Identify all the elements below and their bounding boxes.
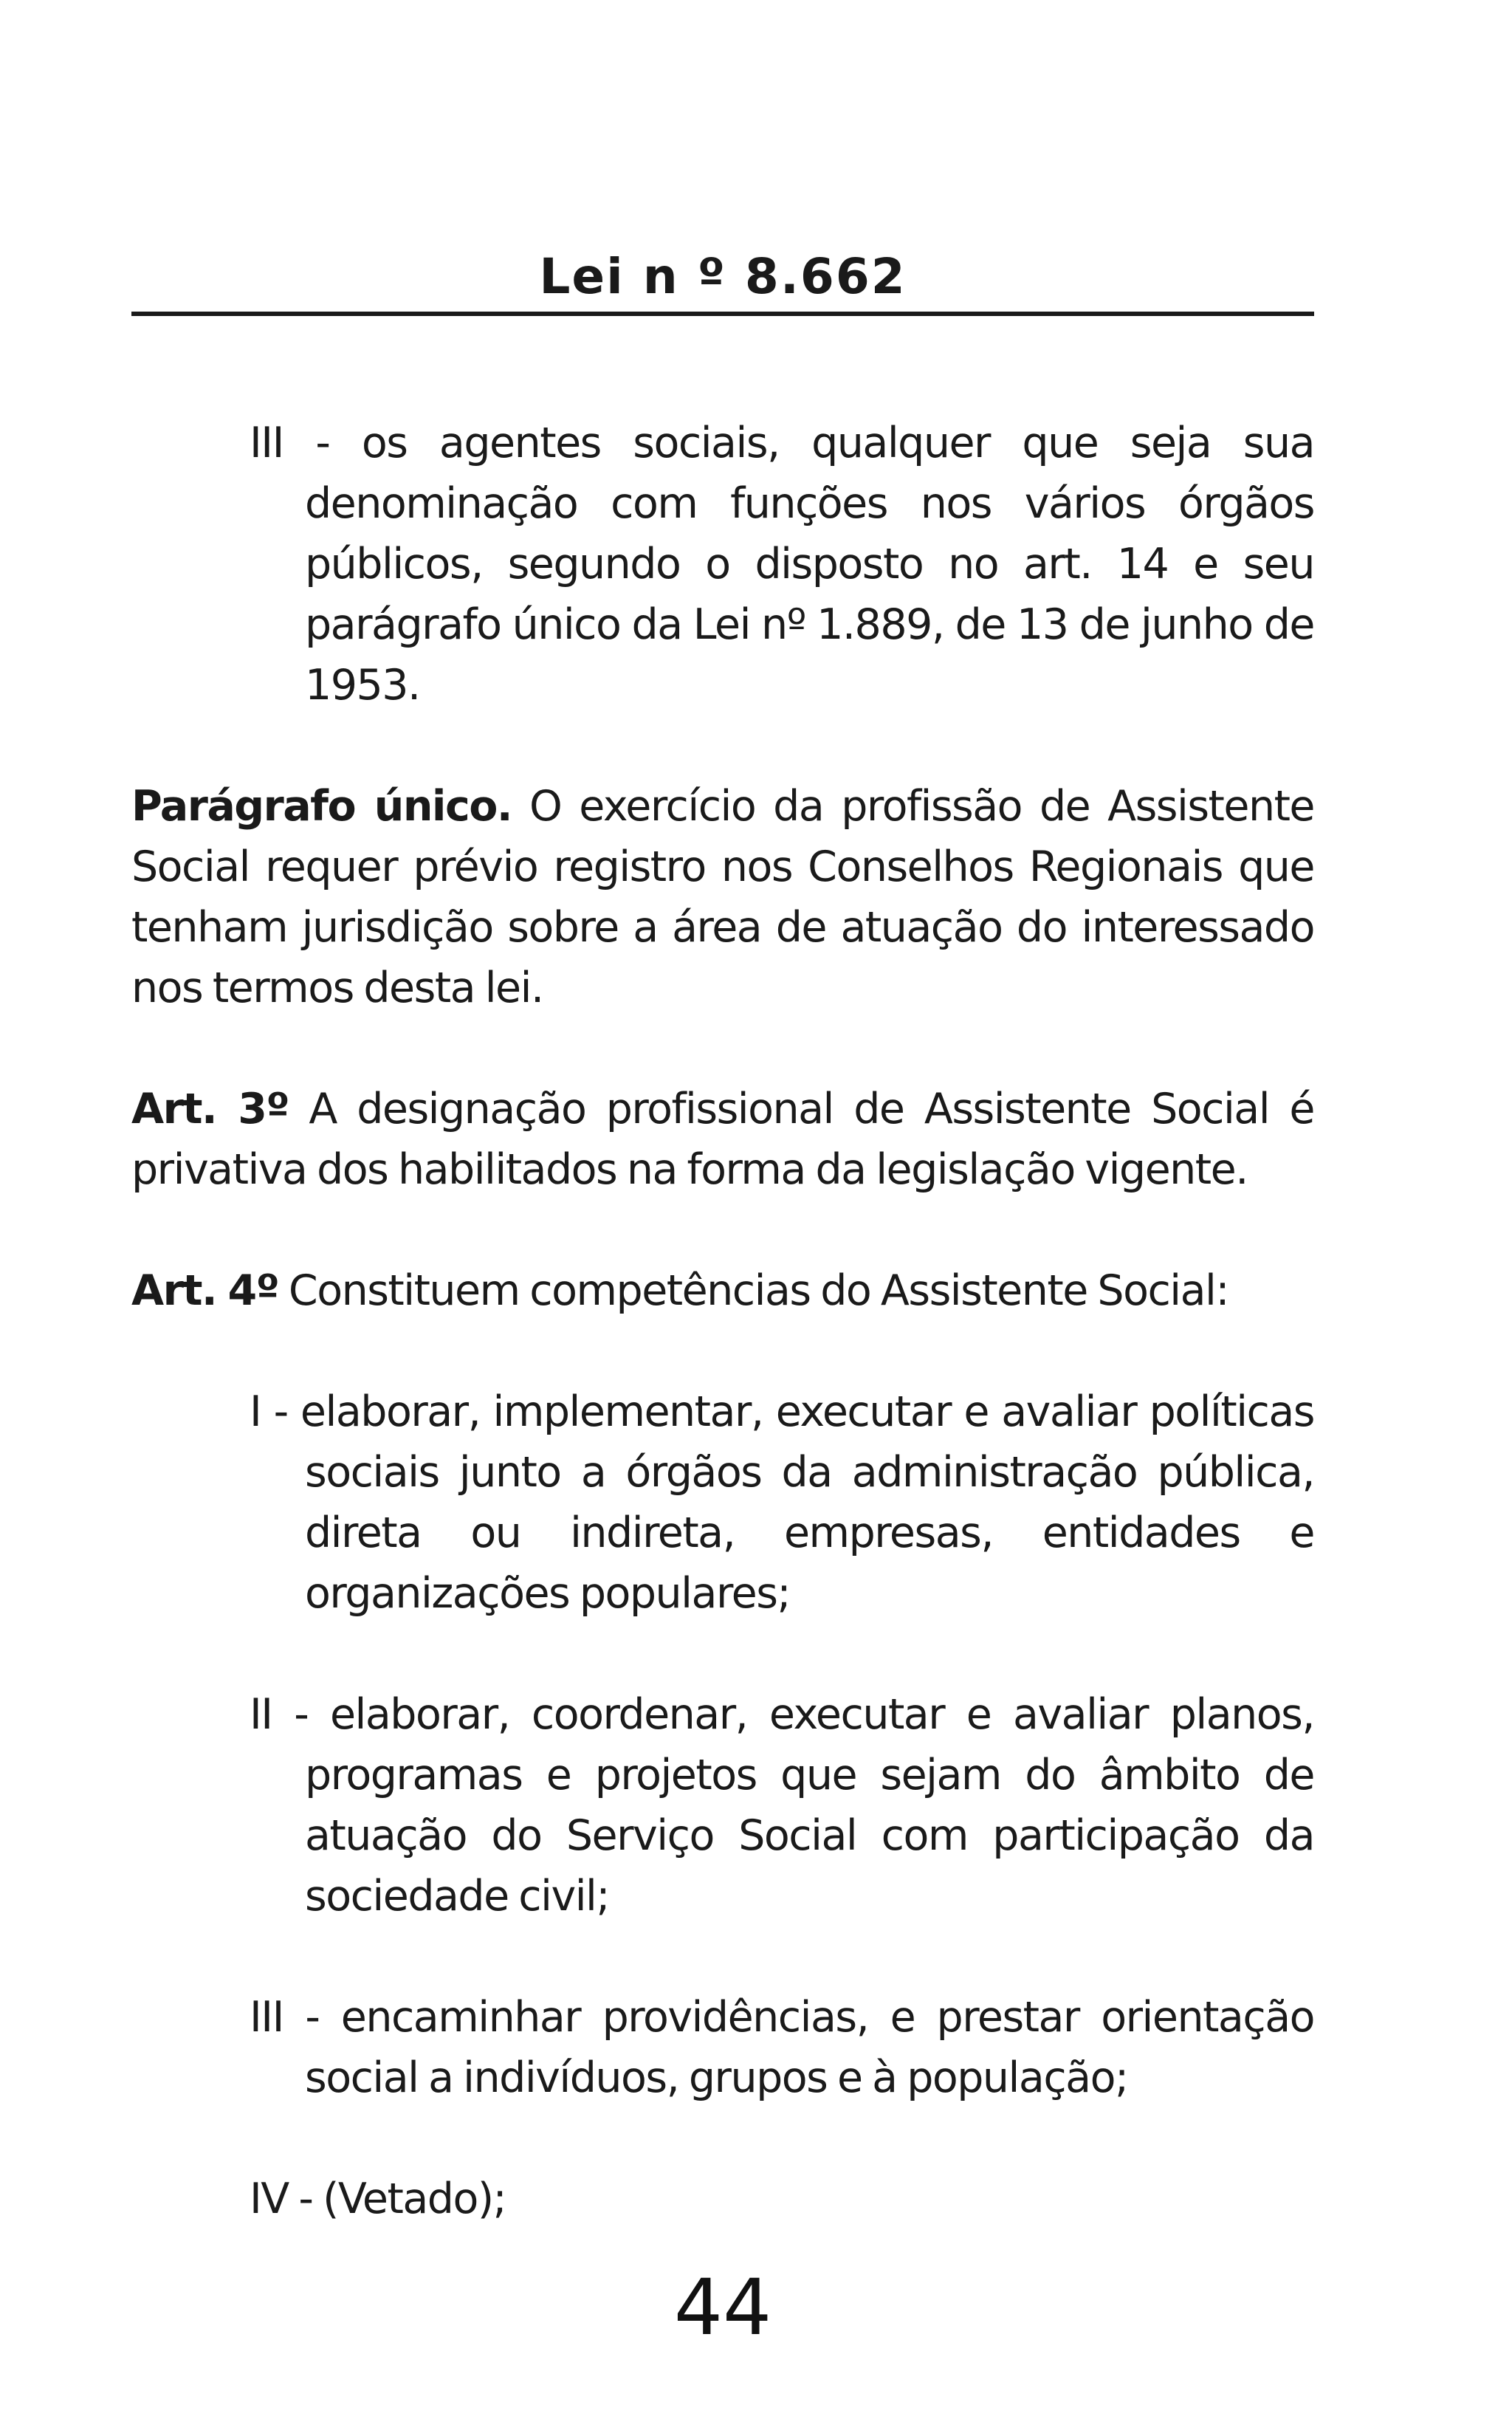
item-text: II - elaborar, coordenar, executar e avaliar planos, programas e projetos que sejam do âmbito de atuação do Serviço Social com participação da sociedade civil; bbox=[250, 1690, 1314, 1921]
article-3 bbox=[131, 1079, 1314, 1200]
paragraph-text: O exercício da profissão de Assistente Social requer prévio registro nos Conselhos Regionais que tenham jurisdição sobre a área de atuação do interessado nos termos desta lei. bbox=[131, 782, 1314, 1012]
item-text: IV - (Vetado); bbox=[250, 2175, 506, 2223]
page-header-title: Lei n º 8.662 bbox=[539, 248, 907, 305]
list-item-iii-agentes-sociais bbox=[250, 413, 1314, 716]
paragraph-label: Parágrafo único. bbox=[131, 782, 512, 831]
article-4 bbox=[131, 1260, 1314, 1321]
list-item-iv bbox=[250, 2169, 1314, 2229]
document-body bbox=[131, 413, 1314, 2229]
article-label: Art. 4º bbox=[131, 1266, 279, 1315]
item-text: III - os agentes sociais, qualquer que seja sua denominação com funções nos vários órgãos públicos, segundo o disposto no art. 14 e seu parágrafo único da Lei nº 1.889, de 13 de junho de 1953. bbox=[250, 419, 1314, 710]
list-item-ii bbox=[250, 1684, 1314, 1926]
article-text: Constituem competências do Assistente Social: bbox=[278, 1266, 1229, 1315]
article-text: A designação profissional de Assistente Social é privativa dos habilitados na forma da legislação vigente. bbox=[131, 1085, 1314, 1194]
list-item-iii bbox=[250, 1987, 1314, 2108]
item-text: III - encaminhar providências, e prestar orientação social a indivíduos, grupos e à população; bbox=[250, 1993, 1314, 2102]
item-text: I - elaborar, implementar, executar e avaliar políticas sociais junto a órgãos da administração pública, direta ou indireta, empresas, entidades e organizações populares; bbox=[250, 1387, 1314, 1618]
list-item-i bbox=[250, 1382, 1314, 1624]
header-divider bbox=[131, 312, 1314, 316]
article-label: Art. 3º bbox=[131, 1085, 289, 1133]
paragrafo-unico bbox=[131, 776, 1314, 1018]
page-number: 44 bbox=[673, 2262, 772, 2353]
